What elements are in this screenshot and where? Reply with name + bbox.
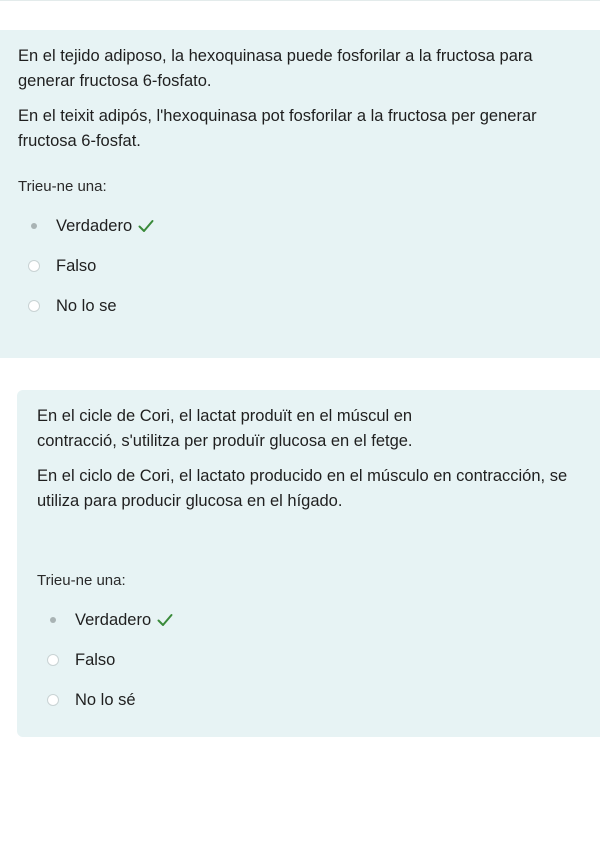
question-text (37, 404, 580, 514)
answer-prompt: Trieu-ne una: (18, 178, 107, 195)
top-divider (0, 0, 600, 31)
radio-icon[interactable] (47, 654, 59, 666)
question-text-ca: En el teixit adipós, l'hexoquinasa pot fosforilar a la fructosa per generar fructosa 6-fosfat. (18, 107, 537, 150)
option-falso[interactable] (18, 246, 582, 286)
option-verdadero[interactable] (37, 600, 580, 640)
option-verdadero[interactable] (18, 206, 582, 246)
checkmark-icon (138, 219, 154, 233)
answer-prompt: Trieu-ne una: (37, 572, 126, 589)
question-card-1 (0, 30, 600, 358)
question-text (18, 44, 582, 154)
option-label: Verdadero (75, 610, 152, 629)
radio-selected-icon[interactable] (28, 220, 40, 232)
radio-icon[interactable] (47, 694, 59, 706)
radio-icon[interactable] (28, 260, 40, 272)
answer-options (18, 206, 582, 326)
radio-icon[interactable] (28, 300, 40, 312)
question-text-es: En el tejido adiposo, la hexoquinasa puede fosforilar a la fructosa para generar fructosa 6-fosfato. (18, 47, 533, 90)
option-no-lo-se[interactable] (18, 286, 582, 326)
option-label: No lo se (56, 296, 117, 315)
option-label: No lo sé (75, 690, 136, 709)
question-text-es: En el ciclo de Cori, el lactato producido en el músculo en contracción, se utiliza para producir glucosa en el hígado. (37, 467, 568, 510)
checkmark-icon (157, 613, 173, 627)
option-label: Falso (75, 650, 116, 669)
option-no-lo-se[interactable] (37, 680, 580, 720)
question-text-ca: En el cicle de Cori, el lactat produït en el múscul en contracció, s'utilitza per produïr glucosa en el fetge. (37, 407, 413, 450)
answer-options (37, 600, 580, 720)
option-falso[interactable] (37, 640, 580, 680)
question-card-2 (17, 390, 600, 737)
option-label: Verdadero (56, 216, 133, 235)
radio-selected-icon[interactable] (47, 614, 59, 626)
option-label: Falso (56, 256, 97, 275)
